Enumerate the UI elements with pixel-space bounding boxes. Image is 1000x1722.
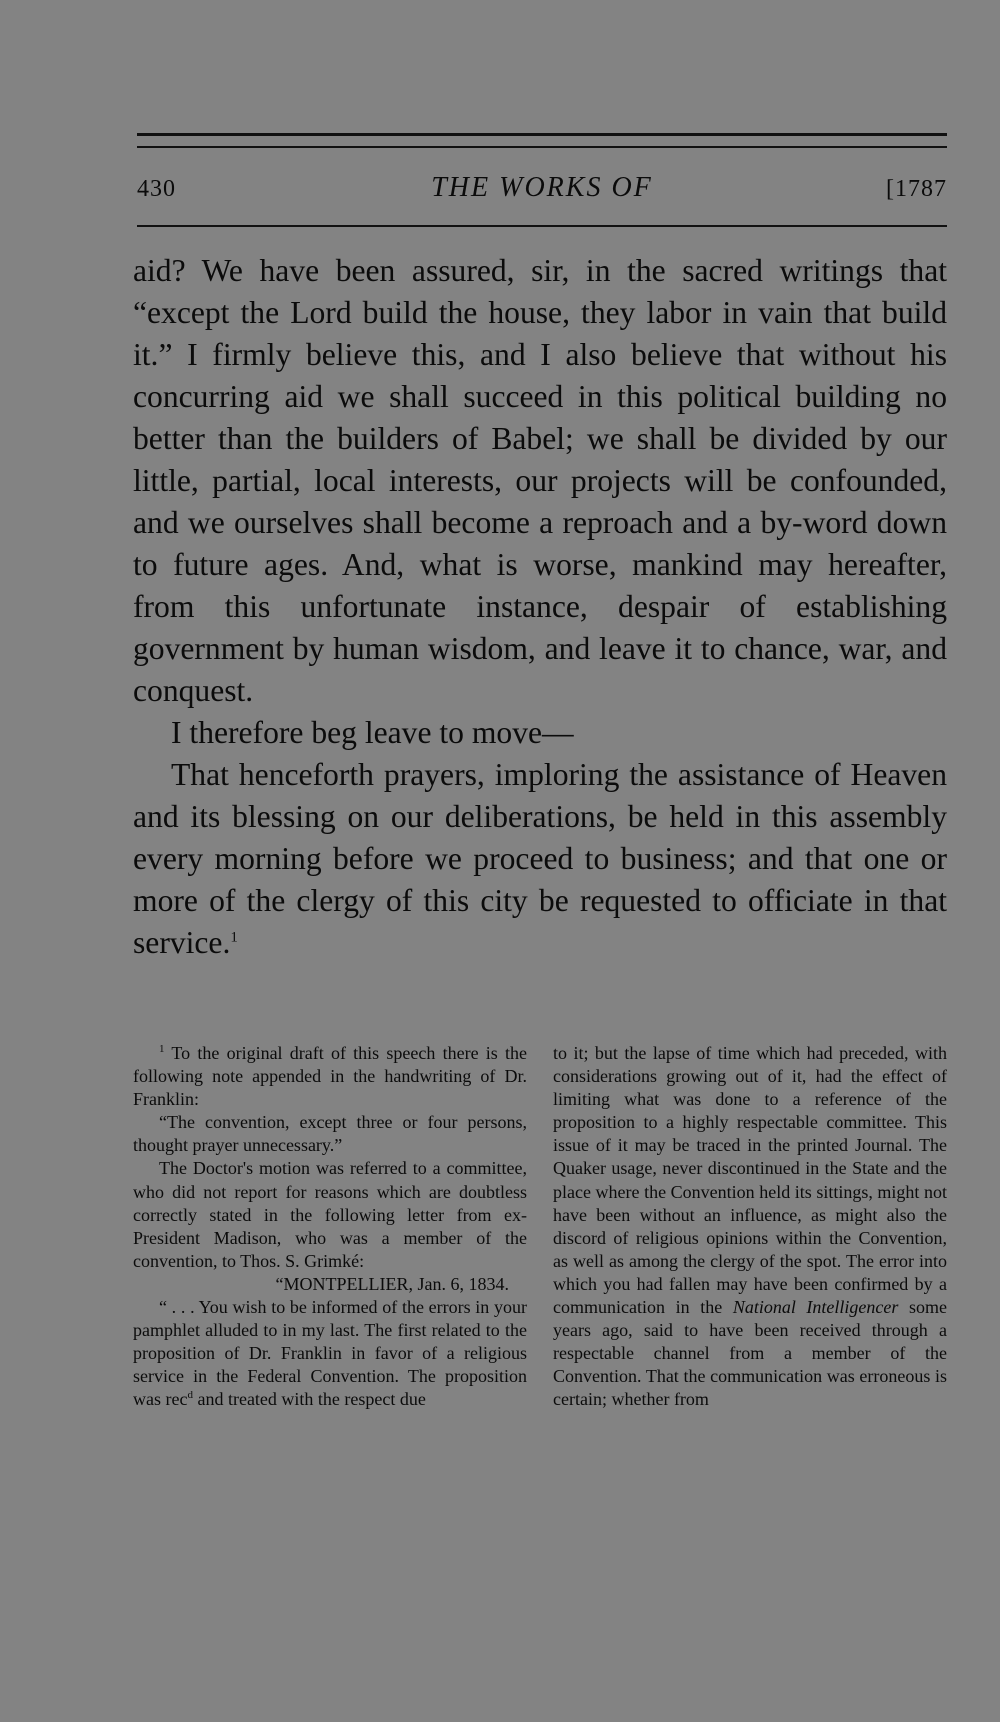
footnote-marker: 1: [159, 1043, 165, 1055]
running-title: THE WORKS OF: [431, 172, 653, 203]
footnote-column-left: [133, 1042, 527, 1412]
header-rule-top: [137, 133, 947, 136]
main-text: [133, 250, 947, 964]
footnote-paragraph-1: [133, 1042, 527, 1111]
header-rule-bottom: [137, 225, 947, 227]
footnote-reference: 1: [230, 929, 238, 946]
running-header: [137, 170, 947, 210]
header-rule-top-thin: [137, 146, 947, 148]
footnote-letter-text-3: to it; but the lapse of time which had preceded, with considerations growing out of it, had the effect of limiting what was done to a reference of the proposition to a highly respectable committee. This issue of it may be traced in the printed Journal. The Quaker usage, never discontinued in the State and the place where the Convention held its sittings, might not have been without an influence, as might also the discord of religious opinions within the Convention, as well as among the clergy of the spot. The error into which you had fallen may have been confirmed by a communication in the: [553, 1043, 947, 1318]
paragraph-3-text: That henceforth prayers, imploring the assistance of Heaven and its blessing on our deliberations, be held in this assembly every morning before we proceed to business; and that one or more of the clergy of this city be requested to officiate in that service.: [133, 757, 947, 960]
footnote-paragraph-1-text: To the original draft of this speech there is the following note appended in the handwriting of Dr. Franklin:: [133, 1043, 527, 1110]
header-year: [1787: [886, 176, 947, 202]
footnote-letter-superscript: d: [187, 1389, 193, 1402]
paragraph-2: I therefore beg leave to move—: [171, 715, 574, 750]
page-number: 430: [137, 176, 176, 202]
footnote-column-right: [553, 1042, 947, 1412]
footnote-paragraph-3: The Doctor's motion was referred to a committee, who did not report for reasons which are doubtless correctly stated in the following letter from ex-President Madison, who was a member of the convention, to Thos. S. Grimké:: [133, 1158, 527, 1271]
footnote-quote: “The convention, except three or four persons, thought prayer unnecessary.”: [133, 1112, 527, 1156]
footnote-letter-continued: [553, 1042, 947, 1412]
paragraph-1: aid? We have been assured, sir, in the sacred writings that “except the Lord build the house, they labor in vain that build it.” I firmly believe this, and I also believe that without his concurring aid we shall succeed in this political building no better than the builders of Babel; we shall be divided by our little, partial, local interests, our projects will be confounded, and we ourselves shall become a reproach and a by-word down to future ages. And, what is worse, mankind may hereafter, from this unfortunate instance, despair of establishing government by human wisdom, and leave it to chance, war, and conquest.: [133, 253, 947, 708]
footnote-letter-start: [133, 1296, 527, 1411]
paragraph-3: [133, 754, 947, 964]
footnote-letter-text-2: and treated with the respect due: [192, 1389, 426, 1410]
footnote-letter-text-1: “ . . . You wish to be informed of the errors in your pamphlet alluded to in my last. The first related to the proposition of Dr. Franklin in favor of a religious service in the Federal Convention. The proposition was rec: [133, 1297, 527, 1410]
letter-dateline: “MONTPELLIER, Jan. 6, 1834.: [275, 1273, 509, 1294]
footnote-letter-text-4: some years ago, said to have been received through a respectable channel from a member of the Convention. That the communication was erroneous is certain; whether from: [553, 1297, 948, 1410]
footnotes: [133, 1042, 947, 1412]
newspaper-title: National Intelligencer: [732, 1297, 899, 1318]
